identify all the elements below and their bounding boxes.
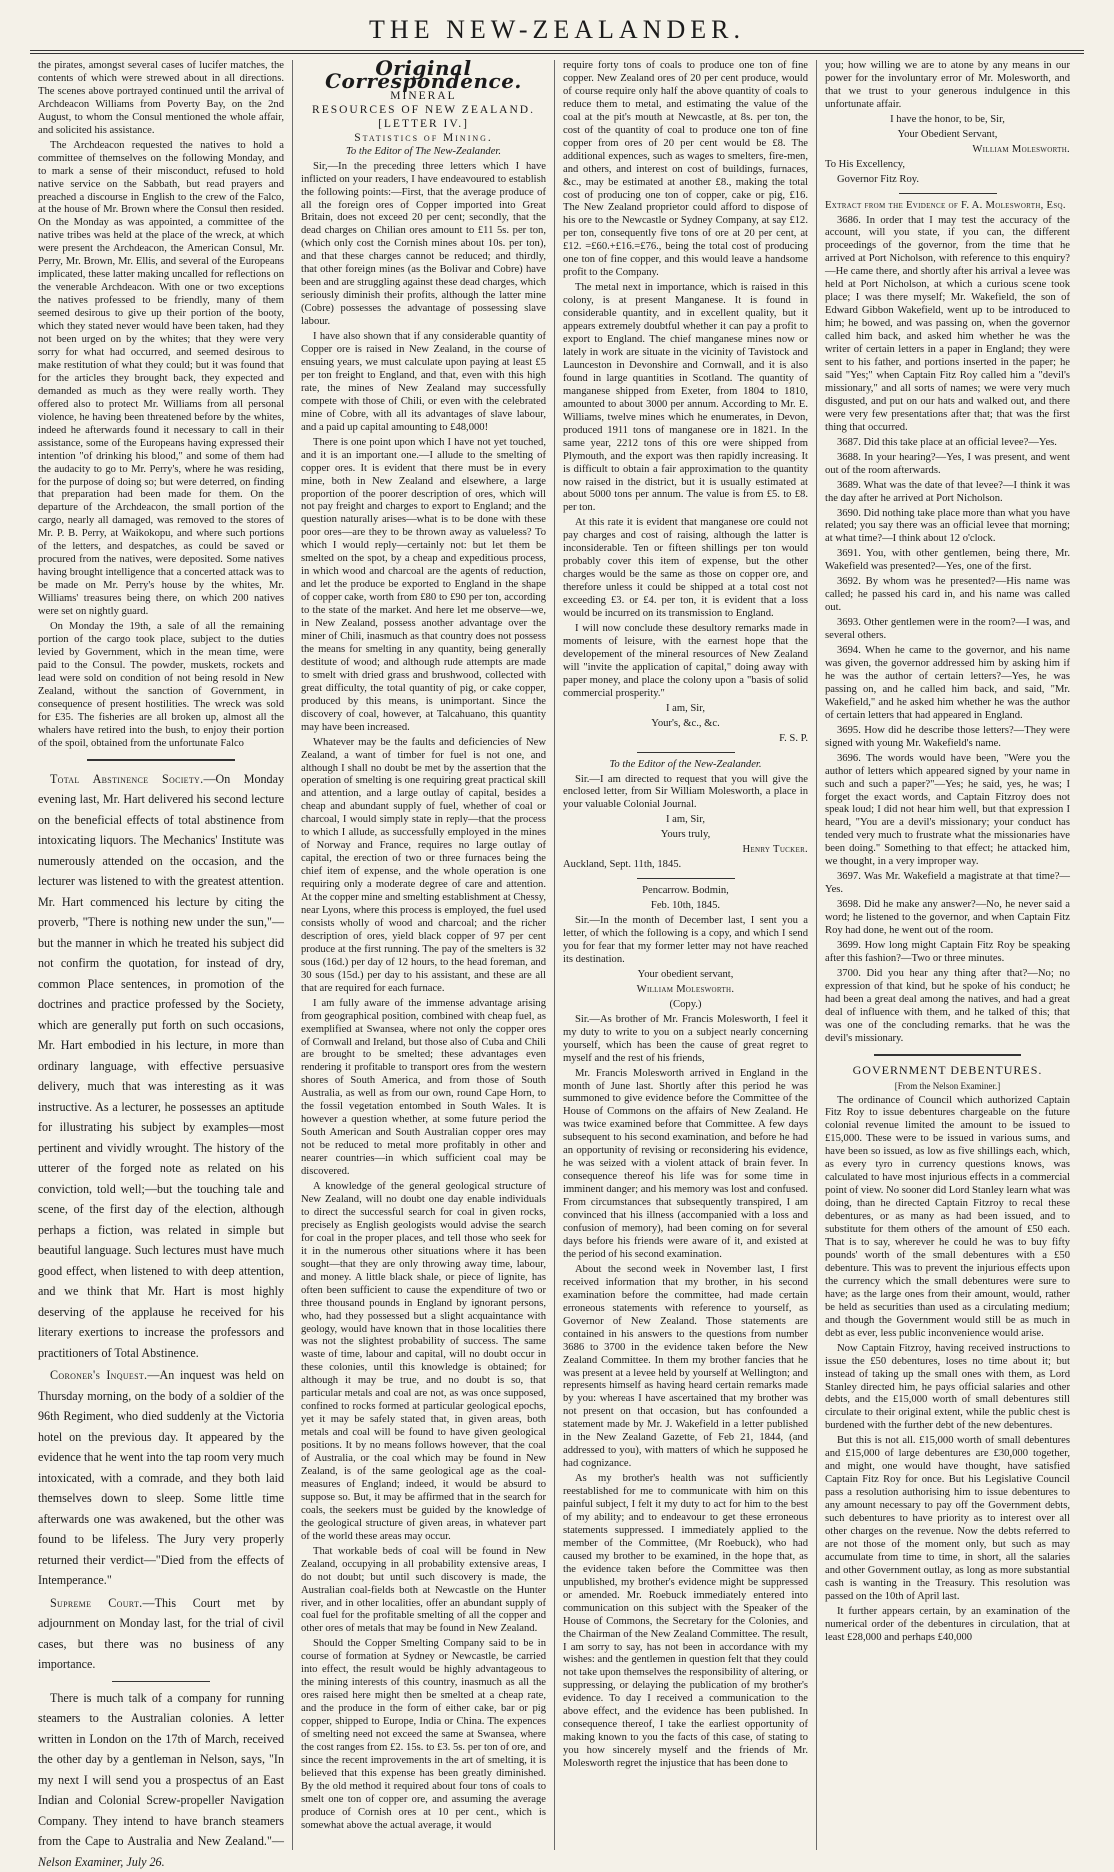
article-text: Should the Copper Smelting Company said to be in course of formation at Sydney or Newcastle, be carried into effect, the result would be highly advantageous to the mining interests of this country, inasmuch as all the ores raised here might then be smelted at a cheap rate, and the produce in the form of either cake, bar or pig copper, shipped to Europe, India or China. The expences of smelting need not exceed the same at Swansea, where the cost ranges from £2. 15s. to £3. 5s. per ton of ore, and since the recent improvements in the art of smelting, it is believed that this expense has been greatly diminished. By the old method it required about four tons of coals to smelt one ton of copper ore, and assuming the average produce of Cornish ores at 10 per cent., which is somewhat above the actual average, it would [301,1638,546,1831]
signature: Your Obedient Servant, [897,128,998,140]
signature: I have the honor, to be, Sir, [890,113,1005,125]
signature: Yours truly, [660,829,711,841]
evidence-item: 3696. The words would have been, "Were you the author of letters which appeared signed by your name in such and such a paper?"—Yes; he said, yes, he was; I forget the exact words, and Captain Fitzroy does not speak loud; I did not hear him well, but that expression I heard, "You are a devil's missionary; your conduct has tended very much to frustrate what the missionaries have been doing." Something to that effect; he attacked him, we thought, in a very improper way. [825,752,1070,868]
evidence-item: 3691. You, with other gentlemen, being there, Mr. Wakefield was presented?—Yes, one of the first. [825,548,1070,573]
column-1 [30,60,292,1869]
recipient: To His Excellency, [825,158,906,170]
masthead: THE NEW-ZEALANDER. [369,15,745,44]
copy-label: (Copy.) [669,998,702,1010]
evidence-item: 3688. In your hearing?—Yes, I was present, and went out of the room afterwards. [825,451,1070,476]
article-subtitle: [LETTER IV.] [378,117,469,130]
article-text: Supreme Court.—This Court met by adjournment on Monday last, for the trial of civil cases, but there was no business of any importance. [38,1595,284,1672]
article-text: There is much talk of a company for running steamers to the Australian colonies. A letter written in London on the 17th of March, received the other day by a gentleman in Nelson, says, "In my next I will send you a prospectus of an East Indian and Colonial Screw-propeller Navigation Company. They intend to have branch steamers from the Cape to Australia and New Zealand."—Nelson Examiner, July 26. [38,1690,284,1869]
dateline: Pencarrow. Bodmin, [642,885,729,897]
evidence-item: 3689. What was the date of that levee?—I think it was the day after he arrived at Port Nicholson. [825,479,1070,504]
evidence-item: 3693. Other gentlemen were in the room?—I was, and several others. [825,617,1070,642]
article-title: GOVERNMENT DEBENTURES. [852,1062,1043,1077]
article-text: Now Captain Fitzroy, having received instructions to issue the £50 debentures, loses no time about it; but instead of taking up the small ones with them, as Lord Stanley directed him, he pays official salaries and other debts, and the £15,000 worth of small debentures still circulate to their original extent, while the public chest is burdened with the further debt of the new debentures. [825,1342,1070,1432]
article-text: Sir.—In the month of December last, I sent you a letter, of which the following is a copy, and which I send you for fear that my former letter may not have reached its destination. [563,915,808,965]
column-3 [554,60,816,1850]
article-text: Sir.—As brother of Mr. Francis Molesworth, I feel it my duty to write to you on a subject nearly concerning yourself, which has been the cause of great regret to myself and the rest of his friends, [563,1013,808,1064]
article-text: The Archdeacon requested the natives to hold a committee of themselves on the following Monday, and to mark a sense of their misconduct, refused to hold native service on the Sabbath, but read prayers and preached a discourse in English to the crew of the Falco, at the house of Mr. Brown where the Consul then resided. On the Monday as was appointed, a committee of the native tribes was held at the place of the wreck, at which were present the Archdeacon, the American Consul, Mr. Perry, Mr. Brown, Mr. Ellis, and several of the Europeans implicated, these latter making uncalled for reflections on the venerable Archdeacon. With one or two exceptions the natives professed to be friendly, many of them seemed desirous to give up their portion of the booty, which they stated never would have been taken, had they not been urged on by the whites; that they were very sorry for what had occurred, and seemed desirous to make restitution of what they could; but it was found that for the articles they brought back, they expected and demanded as much as they were really worth. They offered also to protect Mr. Williams from all personal violence, he having been threatened before by the whites, indeed he afterwards found it necessary to call in their assistance, some of the Europeans having expressed their intention "of drinking his blood," and some of them had the audacity to go to Mr. Perry's, where he was residing, for the purpose of doing so; but were deterred, on finding that preparation had been made for them. On the departure of the Archdeacon, the small portion of the cargo, nearly all damaged, was removed to the stores of Mr. P. B. Perry, at Waikokopu, and where such portions of the letters, and despatches, as could be saved or procured from the natives, were deposited. Some natives having brought intelligence that a concerted attack was to be made on Mr. Perry's house by the whites, Mr. Williams' treasures being there, on which 200 natives were set on nightly guard. [38,139,284,618]
section-divider [637,752,735,753]
signature: William Molesworth. [972,143,1070,155]
source-credit: [From the Nelson Examiner.] [894,1080,1001,1091]
article-text: It further appears certain, by an examination of the numerical order of the debentures in circulation, that at least £28,000 and perhaps £40,000 [825,1605,1070,1643]
signature: Your's, &c., &c. [651,717,720,729]
article-text: There is one point upon which I have not yet touched, and it is an important one.—I allude to the smelting of copper ores. It is evident that there must be in every mine, both in New Zealand and elsewhere, a large proportion of the poorer description of ores, which will not pay freight and charges to export to England; and the question naturally arises—what is to be done with these poor ores—are they to be thrown away as valueless? To which I would reply—certainly not: but let them be smelted on the spot, by a cheap and expeditious process, in which wood and charcoal are the agents of reduction, and let the produce be exported to England in the shape of copper cake, worth from £80 to £90 per ton, according to the state of the market. And here let me observe—we, in New Zealand, possess another advantage over the miner of Chili, inasmuch as that country does not possess the means for smelting in any quantity, being generally destitute of wood; and although rude attempts are made to smelt with dried grass and brushwood, collected with great difficulty, the total quantity of pig, or cake copper, produced by this means, is unimportant. Since the discovery of coal, however, at Talcahuano, this quantity may have been increased. [301,436,546,733]
article-text: At this rate it is evident that manganese ore could not pay charges and cost of raising, although the latter is inconsiderable. Ten or fifteen shillings per ton would probably cover this item of expense, but the other charges would be the same as those on copper ore, and therefore unless it could be shipped at a total cost not exceeding £3. or £4. per ton, it is evident that a loss would be incurred on its transmission to England. [563,517,808,620]
section-heading: Supreme Court. [50,1595,143,1610]
evidence-item: 3687. Did this take place at an official levee?—Yes. [837,436,1057,448]
article-text: I am fully aware of the immense advantage arising from geographical position, combined with cheap fuel, as exemplified at Swansea, where not only the copper ores of Cornwall and Ireland, but those also of Cuba and Chili are brought to be smelted; these advantages even rendering it profitable to transport ores from the western shores of South America, and from those of South Australia, as well as from our own, round Cape Horn, to the fossil vegetation entombed in South Wales. It is however a question whether, at some future period the South American and South Australian copper ores may not be reduced to metal more profitably in other and nearer countries—in which sufficient coal may be discovered. [301,997,546,1178]
article-text: The ordinance of Council which authorized Captain Fitz Roy to issue debentures chargeable on the future colonial revenue limited the amount to be issued to £15,000. These were to be issued in various sums, and have been so issued, as low as five shillings each, which, as every tyro in currency questions knows, was calculated to have most injurious effects in a commercial point of view. No sooner did Lord Stanley learn what was doing, than he directed Captain Fitzroy to recal these debentures, or as many as had been issued, and to substitute for them others of the amount of £50 each. That is to say, wherever he could he was to buy fifty pounds' worth of the small debentures with a £50 debenture. This was to prevent the injurious effects upon the currency which the small debentures were sure to have; as the large ones from their amount, would, rather be held as securities than used as a circulating medium; and though the Government would still be as much in debt as ever, less public inconvenience would arise. [825,1094,1070,1339]
article-title: MINERAL [390,89,457,102]
columns [30,56,1084,1869]
article-text: A knowledge of the general geological structure of New Zealand, will no doubt one day enable individuals to direct the successful search for coal in given rocks, precisely as English geologists would advise the search for coal in the proper places, and tell those who seek for it in the numerous other situations where it has been sought—that they are only throwing away time, labour, and money. A little black shale, or piece of lignite, has often been sufficient to cause the expenditure of two or three thousand pounds in England by ignorant persons, who, had they possessed but a slight acquaintance with geology, would have known that in those localities there was not the slightest probability of success. The same waste of time, labour and capital, will no doubt occur in these colonies, until this knowledge is obtained; for although it may be true, and no doubt is so, that particular metals and coal are not, as was once supposed, confined to rocks formed at particular geological epochs, yet it may be safely stated that, in given areas, both metals and coal will be found to have given geological positions. It by no means follows however, that the coal of Australia, or the coal which may be found in New Zealand, is of the same geological age as the coal-measures of England; indeed, it would be absurd to suppose so. But, it may be affirmed that in the search for coals, the seekers must be guided by the knowledge of the geological structure of given areas, in whatever part of the world these areas may occur. [301,1181,546,1542]
article-text: Mr. Francis Molesworth arrived in England in the month of June last. Shortly after this period he was summoned to give evidence before the Committee of the House of Commons on the affairs of New Zealand. He was twice examined before that Committee. A few days subsequent to his second examination, and before he had an opportunity of revising or reconsidering his evidence, he was seized with a violent attack of brain fever. In consequence thereof his life was for some time in imminent danger; and his memory was lost and confused. From circumstances that subsequently transpired, I am convinced that his illness (accompanied with a loss and confusion of memory), had been coming on for several days before his friends were aware of it, and existed at the period of his second examination. [563,1067,808,1260]
article-text: On Monday the 19th, a sale of all the remaining portion of the cargo took place, subject to the duties levied by Government, which in the mean time, were paid to the Consul. The powder, muskets, rockets and lead were sold on condition of not being resold in New Zealand, without the sanction of Government, in consequence of present hostilities. The wreck was sold for £35. The fisheries are all broken up, almost all the whalers have retired into the bush, to enjoy their portion of the spoil, obtained from the unfortunate Falco [38,620,284,749]
article-text: Total Abstinence Society.—On Monday evening last, Mr. Hart delivered his second lecture on the beneficial effects of total abstinence from intoxicating liquors. The Mechanics' Institute was numerously attended on the occasion, and the lecturer was listened to with the greatest attention. Mr. Hart commenced his lecture by citing the proverb, "There is nothing new under the sun,"—but the manner in which he treated his subject did not confirm the quotation, for instead of dry, common Place sentences, in promotion of the doctrines and practice professed by the Society, which are generally put forth on such occasions, Mr. Hart embodied in his lecture, in more than ordinary language, with effective persuasive delivery, much that was interesting as it was instructive. As a lecturer, he possesses an aptitude for illustrating his subject by examples—most pertinent and vividly wrought. The history of the utterer of the forged note as related on his conviction, told well;—but the touching tale and scene, of the first day of the election, although perhaps a fiction, was related in simple but beautiful language. Such lectures must have much good effect, when listened to with deep attention, and we think that Mr. Hart is most highly deserving of the applause he received for his literary exertions to increase the professors and practitioners of Total Abstinence. [38,771,284,1360]
dateline: Feb. 10th, 1845. [650,900,721,912]
article-text: Sir,—In the preceding three letters which I have inflicted on your readers, I have endeavoured to establish the following points:—First, that the average produce of all the foreign ores of Copper imported into Great Britain, does not exceed 20 per cent; secondly, that the dead charges on Chilian ores amount to £11 5s. per ton, (which only cost the Cornish mines about 10s. per ton), and that these charges cannot be reduced; and thirdly, that other foreign mines (as the Bolivar and Cobre) have been and are struggling against these dead charges, which seriously diminish their profits, although the latter mine (Cobre) possesses the advantage of possessing slave labour. [301,160,546,328]
signature: William Molesworth. [636,983,735,995]
section-title: Original Correspondence. [325,56,522,93]
article-text: As my brother's health was not sufficiently reestablished for me to communicate with him on this painful subject, I felt it my duty to act for him to the best of my ability; and to endeavour to get these erroneous statements suppressed. I immediately applied to the member of the Committee, (Mr Roebuck), who had caused my brother to be examined, in the hope that, as the evidence taken before the Committee was then unpublished, my brother's evidence might be suppressed or amended. Mr. Roebuck immediately entered into communication on this subject with the Speaker of the House of Commons, the Secretary for the Colonies, and the Chairman of the New Zealand Committee. The result, I am sorry to say, has not been in accordance with my wishes: and the gentlemen in question felt that they could not take upon themselves the responsibility of altering, or suppressing, or delaying the publication of my brother's evidence. To day I received a communication to the above effect, and the evidence has been published. In consequence thereof, I take the earliest opportunity of making known to you the facts of this case, of stating to you how sincerely myself and the friends of Mr. Molesworth regret the injustice that has been done to [563,1473,808,1770]
article-text: That workable beds of coal will be found in New Zealand, occupying in all probability extensive areas, I do not doubt; but until such discovery is made, the Australian coal-fields both at Newcastle on the Hunter river, and in other localities, offer an abundant supply of coal fuel for the profitable smelting of all the copper and other ores of metals that may be found in New Zealand. [301,1545,546,1635]
column-2 [292,56,554,1850]
section-divider [637,878,735,879]
evidence-item: 3694. When he came to the governor, and his name was given, the governor addressed him by asking him if he was the author of certain letters?—Yes, he was passing on, and he called him back, and said, "Mr. Wakefield," and he asked him whether he was the author of certain letters that had appeared in England. [825,645,1070,721]
letter-address: To the Editor of the New-Zealander. [609,758,762,770]
section-divider [899,193,997,194]
article-text: Sir.—I am directed to request that you will give the enclosed letter, from Sir William Molesworth, a place in your valuable Colonial Journal. [563,773,808,811]
signature: Your obedient servant, [637,968,734,980]
evidence-item: 3698. Did he make any answer?—No, he never said a word; he listened to the governor, and when Captain Fitz Roy had done, he went out of the room. [825,899,1070,937]
extract-heading: Extract from the Evidence of F. A. Molesworth, Esq. [825,199,1066,211]
column-4 [816,60,1078,1850]
article-text: require forty tons of coals to produce one ton of fine copper. New Zealand ores of 20 per cent produce, would of course require only half the above quantity of coals to reduce them to metal, and estimating the value of the coal at the pit's mouth at Newcastle, at 8s. per ton, the cost of the quantity of coal to produce one ton of fine copper from ores of 20 per cent would be £8. The additional expences, such as wages to smelters, fire-men, and others, and interest on cost of buildings, furnaces, &c., may be estimated at another £8., making the total cost of producing one ton of copper, cake or pig, £16. The New Zealand proprietor could afford to dispose of his ore to the Newcastle or Sydney Company, at say £12. per ton, consequently five tons of ore at 20 per cent, at £12. =£60.+£16.=£76., being the total cost of producing one ton of fine copper, and this would leave a handsome profit to the Company. [563,60,808,279]
recipient: Governor Fitz Roy. [837,173,919,185]
article-text: But this is not all. £15,000 worth of small debentures and £15,000 of large debentures are £30,000 together, and might, one would have thought, have satisfied Captain Fitz Roy for once. But his Legislative Council pass a resolution authorising him to issue debentures to any amount necessary to pay off the Government debts, such debentures to have priority as to interest over all other charges on the revenue. Now the debts referred to are not those of the moment only, but such as may accumulate from time to time, in short, all the salaries and other Government outlay, as long as more substantial cash is wanting in the Treasury. This resolution was passed on the 10th of April last. [825,1435,1070,1602]
evidence-item: 3690. Did nothing take place more than what you have related; you say there was an official levee that morning; at what time?—I think about 12 o'clock. [825,507,1070,545]
section-divider [112,1681,210,1682]
article-text: you; how willing we are to atone by any means in our power for the involuntary error of Mr. Molesworth, and that we trust to your generous indulgence in this unfortunate affair. [825,60,1070,110]
evidence-item: 3697. Was Mr. Wakefield a magistrate at that time?—Yes. [825,871,1070,896]
dateline: Auckland, Sept. 11th, 1845. [563,859,682,871]
evidence-item: 3700. Did you hear any thing after that?—No; no expression of that kind, but he spoke of his conduct; he had been a great deal among the natives, and had a great deal of influence with them, and he talked of this; that was one of the concluding remarks. that he was the devil's missionary. [825,967,1070,1044]
local-news [38,769,284,1872]
letter-address: To the Editor of The New-Zealander. [346,145,501,157]
evidence-item: 3695. How did he describe those letters?—They were signed with young Mr. Wakefield's name. [825,724,1070,749]
masthead-rule [30,50,1084,54]
article-text: About the second week in November last, I first received information that my brother, in his second examination before the committee, had made certain erroneous statements with reference to yourself, as Governor of New Zealand. Those statements are contained in his answers to the questions from number 3686 to 3700 in the evidence taken before the New Zealand Committee. In them my brother fancies that he was present at a levee held by yourself at Wellington; and represents himself as having heard certain remarks made by you: whereas I have ascertained that my brother was not present on that occasion, but has confounded a statement made by Mr. J. Wakefield in a letter published in the New Zealand Gazette, of Feb 21, 1844, (and addressed to you), with matters of which he supposed he had cognizance. [563,1263,808,1470]
article-text: I have also shown that if any considerable quantity of Copper ore is raised in New Zealand, in the course of ensuing years, we must calculate upon paying at least £5 per ton freight to England, and that, even with this high rate, the mines of New Zealand may successfully compete with those of Chili, or even with the celebrated mine of Cobre, with all its advantages of slave labour, and a paid up capital amounting to £48,000! [301,331,546,433]
signature: F. S. P. [779,732,808,744]
signature: I am, Sir, [665,814,705,826]
signature: I am, Sir, [665,702,705,714]
article-title: RESOURCES OF NEW ZEALAND. [312,103,535,116]
article-text: Whatever may be the faults and deficiencies of New Zealand, a want of timber for fuel is not one, and although I shall no doubt be met by the assertion that the operation of smelting is one requiring great practical skill and attention, and a large outlay of capital, besides a cheap and abundant supply of fuel, whether of coal or charcoal, I would simply state in reply—that the process to which I allude, as successfully employed in the mines of Norway and France, requires no large outlay of capital, the erection of two or three furnaces being the chief item of expense, and the whole operation is one requiring only a moderate degree of care and attention. At the copper mine and smelting establishment at Chessy, near Lyons, where this process is employed, the fuel used consists wholly of wood and charcoal; and the richer description of ores, yield black copper of 97 per cent produce at the first running. The pay of the smelters is 32 sous (16d.) per day of 12 hours, to the head foreman, and 30 sous (15d.) per day to his assistant, and these are all that are required for each furnace. [301,736,546,994]
evidence-item: 3686. In order that I may test the accuracy of the account, will you state, if you can, the different proceedings of the governor, from the time that he arrived at Port Nicholson, with reference to this enquiry?—He came there, and shortly after his arrival a levee was held at Port Nicholson, at which a curious scene took place; I was there myself; Mr. Wakefield, the son of Edward Gibbon Wakefield, went up to be introduced to him; he bowed, and was passing on, when the governor called him back, and asked him whether he was the writer of certain letters in a paper in England; they were sent to his father, and portions inserted in the paper; he said "Yes;" when Captain Fitz Roy called him a "devil's missionary," and all sorts of names; we were very much disgusted, and put on our hats and walked out, and there were very few presentations after that; that was the first thing that occurred. [825,214,1070,433]
article-subtitle: Statistics of Mining. [354,131,493,144]
signature: Henry Tucker. [742,844,808,856]
evidence-item: 3692. By whom was he presented?—His name was called; he passed his card in, and his name was called out. [825,576,1070,614]
section-divider [874,1054,1021,1056]
section-divider [87,759,235,761]
section-heading: Total Abstinence Society. [50,771,204,786]
article-text: Coroner's Inquest.—An inquest was held on Thursday morning, on the body of a soldier of the 96th Regiment, who died suddenly at the Victoria hotel on the previous day. It appeared by the evidence that he went into the tap room very much intoxicated, with a comrade, and they both laid themselves down to sleep. Some little time afterwards one was awakened, but the other was found to be lifeless. The Jury very properly returned their verdict—"Died from the effects of Intemperance." [38,1368,284,1588]
evidence-item: 3699. How long might Captain Fitz Roy be speaking after this fashion?—Two or three minutes. [825,940,1070,964]
section-heading: Coroner's Inquest. [50,1368,148,1383]
article-text: The metal next in importance, which is raised in this colony, is at present Manganese. It is found in considerable quantity, and in excellent quality, but it appears extremely doubtful whether it can pay a profit to export to England. The chief manganese mines now or lately in work are situate in the vicinity of Tavistock and Launceston in Devonshire and Cornwall, and it is also found in large quantities in Scotland. The quantity of manganese shipped from Exeter, from 1804 to 1810, amounted to about 3000 per annum. According to Mr. E. Williams, twelve mines which he enumerates, in Devon, produced 1911 tons of manganese ore in 1821. In the same year, 2212 tons of this ore were shipped from Plymouth, and the export was then rapidly increasing. It is difficult to obtain a fair approximation to the quantity now raised in the district, but it is usually estimated at about 5000 tons per annum. The value is from £5. to £8. per ton. [563,282,808,514]
article-text: I will now conclude these desultory remarks made in moments of leisure, with the earnest hope that the developement of the mineral resources of New Zealand will "invite the application of capital," doing away with paper money, and place the colony upon a "basis of solid commercial prosperity." [563,622,808,699]
source-credit: Nelson Examiner, July 26. [38,1854,165,1869]
article-text: the pirates, amongst several cases of lucifer matches, the contents of which were strewed about in all directions. The scenes above portrayed continued until the arrival of Archdeacon Williams from Poverty Bay, on the 2nd August, to whom the Consul mentioned the whole affair, and solicited his assistance. [38,60,284,136]
